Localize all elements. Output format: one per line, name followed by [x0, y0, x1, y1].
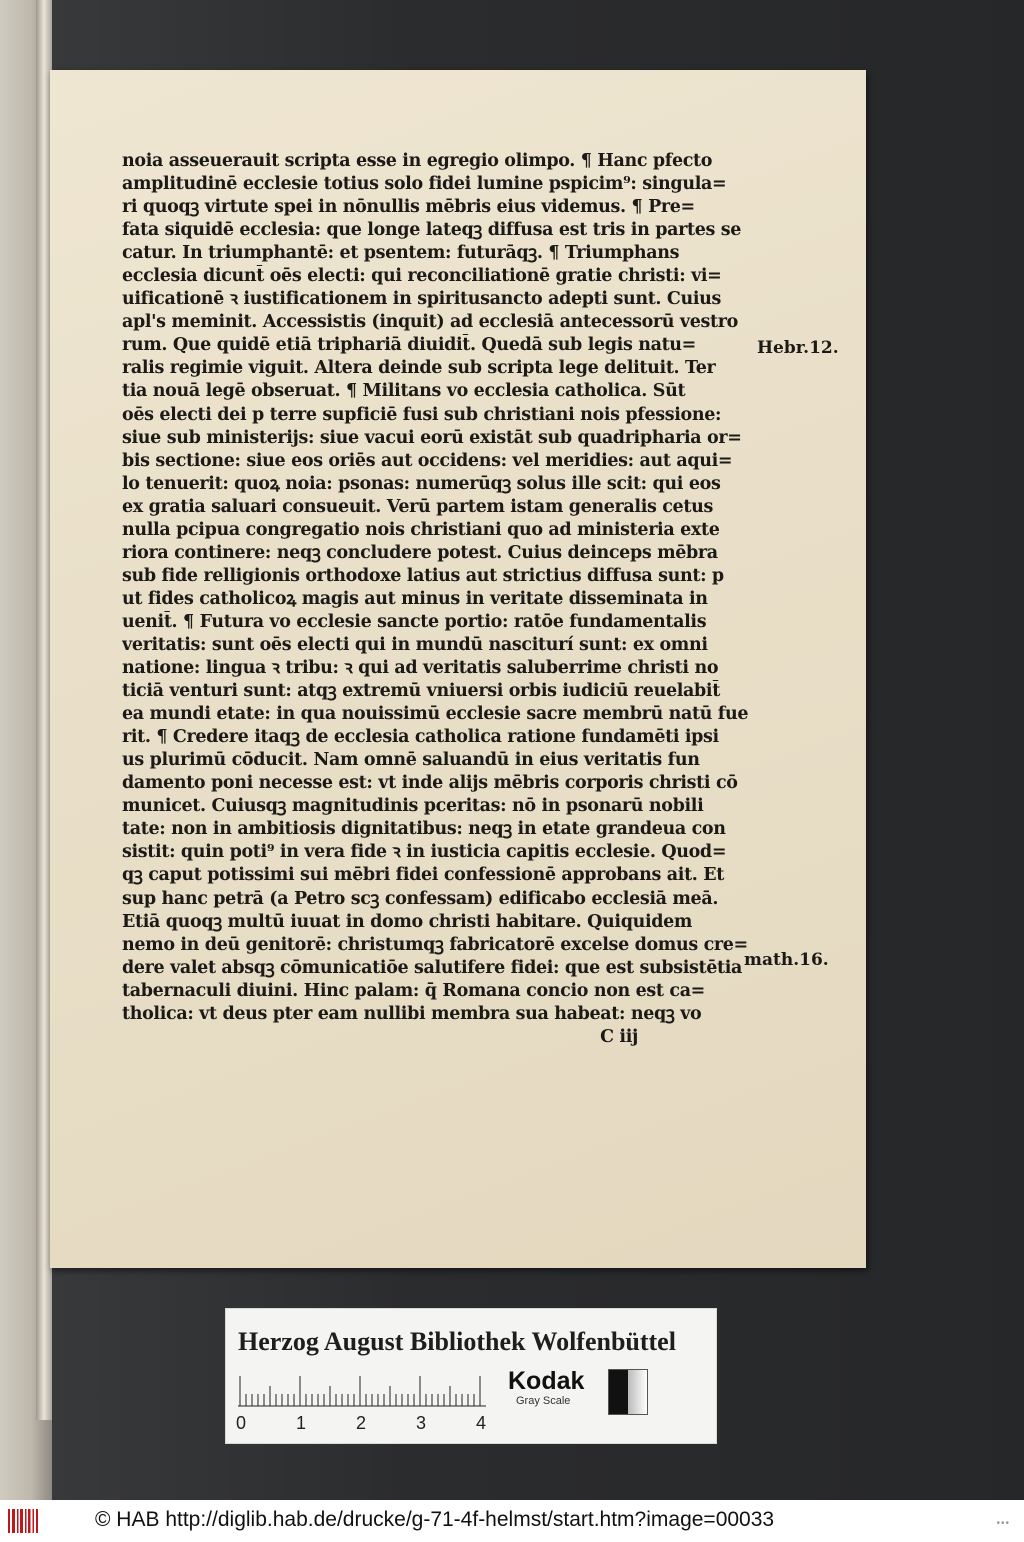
- ruler-scale: [238, 1375, 486, 1407]
- margin-note-hebr: Hebr.12.: [757, 338, 839, 358]
- ruler-number: 4: [476, 1413, 487, 1433]
- text-line: lo tenuerit: quoꝝ noia: psonas: numerūqꝫ solus ille scit: qui eos: [122, 473, 721, 494]
- text-line: ecclesia dicunt̄ oēs electi: qui reconciliationē gratie christi: vi=: [122, 266, 722, 287]
- text-line: rum. Que quidē etiā triphariā diuidit̄. Quedā sub legis natu=: [122, 335, 696, 356]
- text-line: ri quoqꝫ virtute spei in nōnullis mēbris eius videmus. ¶ Pre=: [122, 197, 695, 218]
- hab-barcode-icon: [8, 1509, 38, 1533]
- gray-scale-label: Gray Scale: [516, 1395, 571, 1407]
- text-line: qꝫ caput potissimi sui mēbri fidei confessionē approbans ait. Et: [122, 865, 725, 886]
- text-line: nulla pcipua congregatio nois christiani quo ad ministeria exte: [122, 519, 720, 540]
- margin-note-math: math.16.: [744, 950, 829, 970]
- text-line: apl's meminit. Accessistis (inquit) ad ecclesiā antecessorū vestro: [122, 312, 738, 333]
- ruler-number: 2: [356, 1413, 367, 1433]
- text-line: uificationē ꝛ iustificationem in spiritusancto adepti sunt. Cuius: [122, 289, 722, 310]
- text-line: municet. Cuiusqꝫ magnitudinis pceritas: nō in psonarū nobili: [122, 796, 704, 817]
- text-line: sistit: quin poti⁹ in vera fide ꝛ in iusticia capitis ecclesie. Quod=: [122, 842, 727, 863]
- text-line: sub fide relligionis orthodoxe latius aut strictius diffusa sunt: p: [122, 565, 724, 586]
- body-text: [122, 150, 748, 1049]
- text-line: uenit̄. ¶ Futura vo ecclesie sancte portio: ratōe fundamentalis: [122, 611, 707, 632]
- text-line: us plurimū cōducit. Nam omnē saluandū in eius veritatis fun: [122, 750, 700, 771]
- text-line: Etiā quoqꝫ multū iuuat in domo christi habitare. Quiquidem: [122, 911, 693, 932]
- text-line: fata siquidē ecclesia: que longe lateqꝫ diffusa est tris in partes se: [122, 220, 742, 241]
- ruler-number: 3: [416, 1413, 427, 1433]
- footer-bar: [0, 1500, 1024, 1542]
- library-name: Herzog August Bibliothek Wolfenbüttel: [238, 1327, 676, 1356]
- text-line: tia nouā legē obseruat. ¶ Militans vo ecclesia catholica. Sūt: [122, 381, 686, 402]
- ruler-number: 0: [236, 1413, 247, 1433]
- text-line: damento poni necesse est: vt inde alijs mēbris corporis christi cō: [122, 773, 738, 794]
- text-line: tholica: vt deus pter eam nullibi membra sua habeat: neqꝫ vo: [122, 1003, 702, 1024]
- text-line: amplitudinē ecclesie totius solo fidei lumine pspicim⁹: singula=: [122, 174, 727, 195]
- text-line: rit. ¶ Credere itaqꝫ de ecclesia catholica ratione fundamēti ipsi: [122, 727, 719, 748]
- text-line: ex gratia saluari consueuit. Verū partem istam generalis cetus: [122, 496, 713, 517]
- text-line: veritatis: sunt oēs electi qui in mundū nasciturí sunt: ex omni: [122, 634, 708, 655]
- text-line: riora continere: neqꝫ concludere potest. Cuius deinceps mēbra: [122, 542, 718, 563]
- text-line: nemo in deū genitorē: christumqꝫ fabricatorē excelse domus cre=: [122, 934, 748, 955]
- footer-dots: •••: [996, 1518, 1010, 1529]
- gray-swatch: [608, 1369, 648, 1415]
- text-line: natione: lingua ꝛ tribu: ꝛ qui ad veritatis saluberrime christi no: [122, 658, 719, 679]
- text-line: dere valet absqꝫ cōmunicatiōe salutifere fidei: que est subsistētia: [122, 957, 743, 978]
- text-line: ea mundi etate: in qua nouissimū ecclesie sacre membrū natū fue: [122, 704, 748, 725]
- text-line: ralis regimie viguit. Altera deinde sub scripta lege delituit. Ter: [122, 358, 716, 379]
- footer-url[interactable]: © HAB http://diglib.hab.de/drucke/g-71-4f-helmst/start.htm?image=00033: [95, 1508, 775, 1531]
- text-line: tate: non in ambitiosis dignitatibus: neqꝫ in etate grandeua con: [122, 819, 726, 840]
- text-line: tabernaculi diuini. Hinc palam: q̄ Romana concio non est ca=: [122, 980, 705, 1001]
- text-line: ticiā venturi sunt: atqꝫ extremū vniuersi orbis iudiciū reuelabit̄: [122, 681, 720, 702]
- ruler-number: 1: [296, 1413, 307, 1433]
- text-line: catur. In triumphantē: et psentem: futurāqꝫ. ¶ Triumphans: [122, 243, 680, 264]
- signature-mark: C iij: [600, 1026, 638, 1047]
- text-line: noia asseuerauit scripta esse in egregio olimpo. ¶ Hanc pfecto: [122, 151, 713, 171]
- color-target-card: [225, 1308, 717, 1444]
- kodak-logo: Kodak: [508, 1367, 585, 1395]
- text-line: sup hanc petrā (a Petro scꝫ confessam) edificabo ecclesiā meā.: [122, 888, 719, 909]
- text-line: bis sectione: siue eos oriēs aut occidens: vel meridies: aut aqui=: [122, 450, 733, 471]
- text-line: siue sub ministerijs: siue vacui eorū existāt sub quadripharia or=: [122, 427, 742, 448]
- text-line: oēs electi dei p terre supficiē fusi sub christiani nois pfessione:: [122, 404, 722, 425]
- text-line: ut fides catholicoꝝ magis aut minus in veritate disseminata in: [122, 588, 708, 609]
